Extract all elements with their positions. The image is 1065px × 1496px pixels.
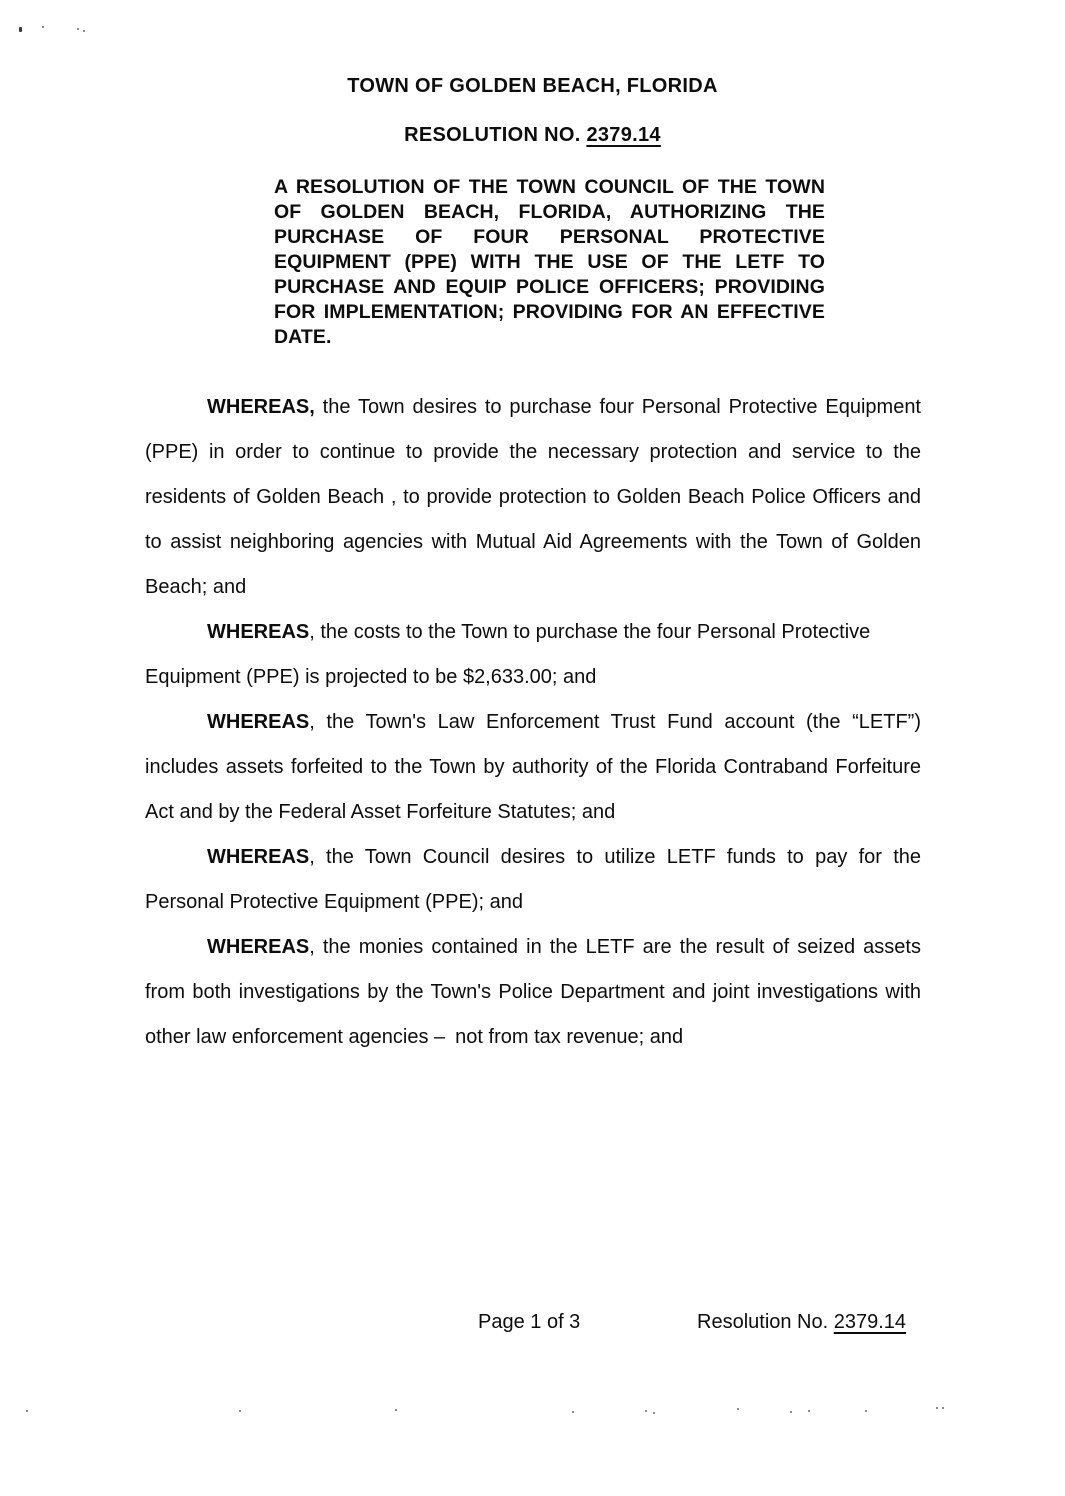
scan-speck [239, 1410, 241, 1412]
footer-resolution-ref [697, 1311, 906, 1334]
whereas-text: , the Town Council desires to utilize LETF funds to pay for the Personal Protective Equipment (PPE); and [145, 846, 921, 913]
whereas-text: , the costs to the Town to purchase the four Personal Protective Equipment (PPE) is projected to be $2,633.00; and [145, 621, 871, 688]
scan-speck [653, 1412, 655, 1414]
scan-speck [26, 1410, 28, 1412]
scan-speck [737, 1408, 739, 1410]
whereas-lead: WHEREAS [207, 711, 310, 733]
scan-speck [808, 1410, 810, 1412]
resolution-heading [0, 124, 1065, 147]
scan-speck [42, 26, 44, 28]
resolution-summary: A RESOLUTION OF THE TOWN COUNCIL OF THE TOWN OF GOLDEN BEACH, FLORIDA, AUTHORIZING THE PURCHASE OF FOUR PERSONAL PROTECTIVE EQUIPMENT (PPE) WITH THE USE OF THE LETF TO PURCHASE AND EQUIP POLICE OFFICERS; PROVIDING FOR IMPLEMENTATION; PROVIDING FOR AN EFFECTIVE DATE. [274, 176, 825, 348]
scan-speck [936, 1407, 938, 1409]
whereas-lead: WHEREAS [207, 621, 310, 643]
whereas-paragraph [145, 835, 921, 925]
whereas-lead: WHEREAS [207, 936, 310, 958]
footer-resolution-number: 2379.14 [833, 1311, 907, 1333]
scan-speck [19, 27, 22, 32]
scan-speck [83, 30, 85, 32]
whereas-paragraph [145, 925, 921, 1060]
scan-speck [395, 1409, 397, 1411]
scan-speck [77, 28, 79, 30]
scan-speck [572, 1411, 574, 1413]
whereas-text: the Town desires to purchase four Personal Protective Equipment (PPE) in order to continue to provide the necessary protection and service to the residents of Golden Beach , to provide protection to Golden Beach Police Officers and to assist neighboring agencies with Mutual Aid Agreements with the Town of Golden Beach; and [145, 396, 921, 598]
whereas-lead: WHEREAS [207, 846, 310, 868]
resolution-heading-label: RESOLUTION NO. [404, 124, 581, 146]
whereas-text: , the Town's Law Enforcement Trust Fund account (the “LETF”) includes assets forfeited to the Town by authority of the Florida Contraband Forfeiture Act and by the Federal Asset Forfeiture Statutes; and [145, 711, 921, 823]
scan-speck [865, 1410, 867, 1412]
document-title: TOWN OF GOLDEN BEACH, FLORIDA [347, 75, 718, 97]
whereas-text: , the monies contained in the LETF are the result of seized assets from both investigations by the Town's Police Department and joint investigations with other law enforcement agencies – not from tax revenue; and [145, 936, 921, 1048]
whereas-paragraph [145, 700, 921, 835]
document-body [145, 385, 921, 1060]
scan-speck [790, 1411, 792, 1413]
scan-speck [942, 1407, 944, 1409]
footer-resolution-label: Resolution No. [697, 1311, 829, 1333]
whereas-paragraph [145, 385, 921, 610]
footer-page-number: Page 1 of 3 [478, 1311, 581, 1333]
whereas-lead: WHEREAS, [207, 396, 315, 418]
whereas-paragraph [145, 610, 921, 700]
scan-speck [645, 1410, 647, 1412]
resolution-number: 2379.14 [586, 124, 661, 146]
